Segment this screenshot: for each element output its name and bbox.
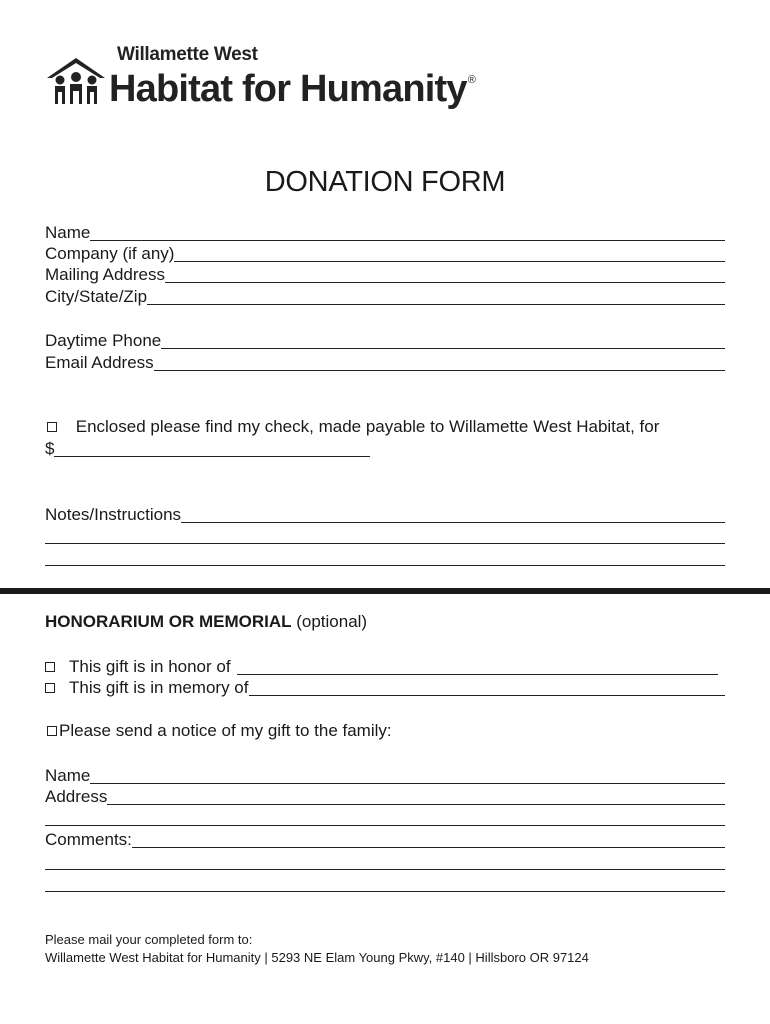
logo-org-name: Habitat for Humanity® [109, 68, 476, 110]
footer-mailing-address: Willamette West Habitat for Humanity | 5293 NE Elam Young Pkwy, #140 | Hillsboro OR 97124 [45, 950, 589, 965]
comments-input-line-1[interactable] [132, 831, 725, 848]
memory-input-line[interactable] [249, 679, 726, 696]
honor-field[interactable] [45, 655, 718, 677]
comments-input-line-2[interactable] [45, 869, 725, 870]
check-enclosed-checkbox[interactable] [47, 422, 57, 432]
notes-input-line-1[interactable] [181, 506, 725, 523]
check-amount-field[interactable] [45, 438, 370, 460]
name-field[interactable] [45, 221, 725, 243]
comments-field[interactable] [45, 828, 725, 850]
daytime-phone-input-line[interactable] [161, 332, 725, 349]
form-title: DONATION FORM [264, 166, 506, 198]
name-label: Name [45, 223, 91, 242]
company-label: Company (if any) [45, 244, 175, 263]
memory-label: This gift is in memory of [69, 678, 249, 697]
notes-input-line-2[interactable] [45, 543, 725, 544]
city-state-zip-label: City/State/Zip [45, 287, 148, 306]
section-divider [0, 588, 770, 594]
daytime-phone-label: Daytime Phone [45, 331, 162, 350]
company-field[interactable] [45, 242, 725, 264]
name-input-line[interactable] [90, 224, 725, 241]
send-notice-option [47, 720, 392, 742]
notes-label: Notes/Instructions [45, 505, 182, 524]
check-enclosed-text: Enclosed please find my check, made payable to Willamette West Habitat, for [75, 417, 660, 436]
honorarium-heading [45, 611, 367, 633]
habitat-logo [45, 44, 515, 116]
notes-input-line-3[interactable] [45, 565, 725, 566]
honorarium-heading-optional: (optional) [296, 612, 368, 631]
family-address-label: Address [45, 787, 108, 806]
honor-label: This gift is in honor of [69, 657, 231, 676]
family-address-field[interactable] [45, 785, 725, 807]
dollar-sign: $ [45, 439, 55, 458]
habitat-house-people-icon [45, 56, 107, 108]
family-name-label: Name [45, 766, 91, 785]
mailing-address-input-line[interactable] [165, 266, 725, 283]
send-notice-checkbox[interactable] [47, 726, 57, 736]
mailing-address-label: Mailing Address [45, 265, 166, 284]
memory-checkbox[interactable] [45, 683, 55, 693]
family-address-input-line[interactable] [107, 788, 725, 805]
honor-input-line[interactable] [237, 658, 718, 675]
city-state-zip-input-line[interactable] [147, 288, 725, 305]
notes-field[interactable] [45, 503, 725, 525]
check-option [47, 416, 659, 438]
honorarium-heading-bold: HONORARIUM OR MEMORIAL [45, 612, 292, 631]
daytime-phone-field[interactable] [45, 329, 725, 351]
send-notice-text: Please send a notice of my gift to the family: [59, 721, 392, 740]
check-amount-input-line[interactable] [54, 440, 370, 457]
family-address-input-line-2[interactable] [45, 825, 725, 826]
honor-checkbox[interactable] [45, 662, 55, 672]
comments-input-line-3[interactable] [45, 891, 725, 892]
family-name-field[interactable] [45, 764, 725, 786]
footer-instruction: Please mail your completed form to: [45, 932, 253, 947]
registered-mark: ® [467, 74, 476, 86]
company-input-line[interactable] [174, 245, 725, 262]
email-address-field[interactable] [45, 351, 725, 373]
logo-org-branch: Willamette West [117, 44, 258, 65]
email-address-label: Email Address [45, 353, 154, 372]
family-name-input-line[interactable] [90, 767, 725, 784]
email-address-input-line[interactable] [154, 354, 725, 371]
memory-field[interactable] [45, 676, 725, 698]
comments-label: Comments: [45, 830, 132, 849]
mailing-address-field[interactable] [45, 263, 725, 285]
city-state-zip-field[interactable] [45, 285, 725, 307]
